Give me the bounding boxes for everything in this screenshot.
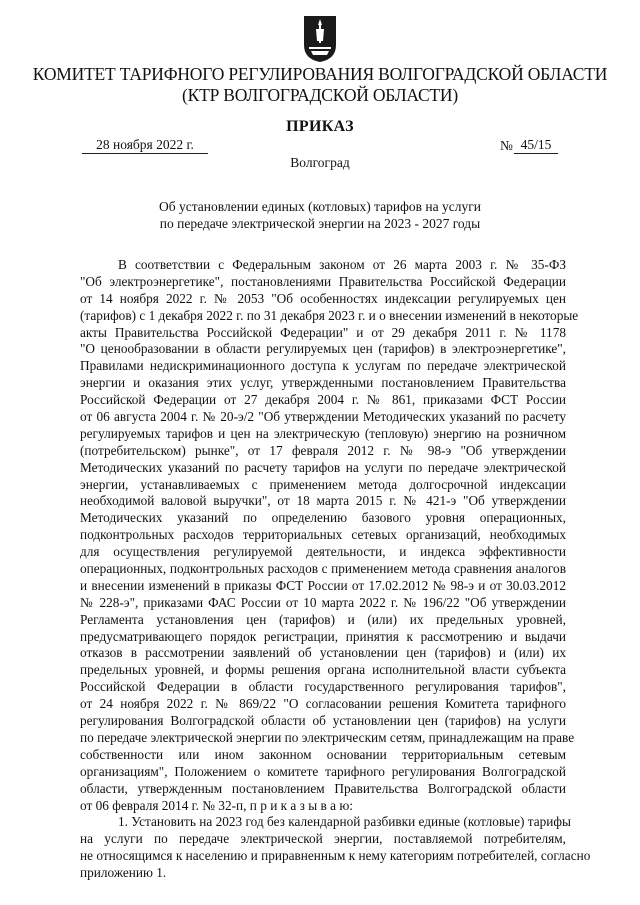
body-line: по передаче электрической энергии по электрическим сетям, принадлежащим на праве xyxy=(80,729,575,745)
org-line-1: КОМИТЕТ ТАРИФНОГО РЕГУЛИРОВАНИЯ ВОЛГОГРАДСКОЙ ОБЛАСТИ xyxy=(32,64,608,84)
document-type: ПРИКАЗ xyxy=(286,118,354,135)
body-line: 1. Установить на 2023 год без календарной разбивки единые (котловые) тарифы xyxy=(118,814,571,830)
body-line: от 24 ноября 2022 г. № 869/22 "О согласовании решения Комитета тарифного xyxy=(80,696,566,712)
body-line: энергии, устанавливаемых с применением метода долгосрочной индексации xyxy=(80,476,566,492)
body-line: акты Правительства Российской Федерации" и от 29 декабря 2011 г. № 1178 xyxy=(80,324,566,340)
body-line: организациям", Положением о комитете тарифного регулирования Волгоградской xyxy=(80,763,566,779)
body-line: предельных уровней, и формы решения органа исполнительной власти субъекта xyxy=(80,662,566,678)
body-line: отказов в рассмотрении заявлений об установлении цен (тарифов) и (или) их xyxy=(80,645,566,661)
body-line: Российской Федерации в области государственного регулирования тарифов", xyxy=(80,679,566,695)
body-line: Регламента установления цен (тарифов) и (или) их предельных уровней, xyxy=(80,611,566,627)
body-line: от 06 февраля 2014 г. № 32-п, п р и к а з ы в а ю: xyxy=(80,797,353,813)
body-line: В соответствии с Федеральным законом от 26 марта 2003 г. № 35-ФЗ xyxy=(118,257,566,272)
order-city: Волгоград xyxy=(290,155,350,170)
body-line: Методических указаний по расчету тарифов на услуги по передаче электрической xyxy=(80,459,566,475)
body-line: не относящимся к населению и приравненным к нему категориям потребителей, согласно xyxy=(80,848,591,864)
body-line: и внесении изменений в приказы ФСТ России от 17.02.2012 № 98-э и от 30.03.2012 xyxy=(80,577,566,593)
body-line: (потребительском) рынке", от 17 февраля 2012 г. № 98-э "Об утверждении xyxy=(80,442,566,458)
body-line: области, утвержденным постановлением Правительства Волгоградской области xyxy=(80,780,566,796)
body-line: на услуги по передаче электрической энергии, поставляемой потребителям, xyxy=(80,831,566,847)
subject-line-1: Об установлении единых (котловых) тарифов на услуги xyxy=(159,199,481,214)
body-line: предусматривающего порядок регистрации, принятия к рассмотрению и выдачи xyxy=(80,628,566,644)
body-line: (тарифов) с 1 декабря 2022 г. по 31 декабря 2023 г. и о внесении изменений в некоторые xyxy=(80,307,579,323)
body-line: энергии и оказания этих услуг, утвержденными постановлением Правительства xyxy=(80,375,566,391)
body-line: № 228-э", приказами ФАС России от 10 марта 2022 г. № 196/22 "Об утверждении xyxy=(80,594,566,610)
body-line: Методических указаний по определению базового уровня операционных, xyxy=(80,510,566,526)
order-date: 28 ноября 2022 г. xyxy=(82,137,208,154)
body-line: Правилами недискриминационного доступа к услугам по передаче электрической xyxy=(80,358,566,374)
body-line: Российской Федерации от 27 декабря 2004 г. № 861, приказами ФСТ России xyxy=(80,392,566,408)
body-line: подконтрольных расходов территориальных сетевых организаций, необходимых xyxy=(80,527,566,543)
organization-name xyxy=(0,64,640,106)
body-line: для осуществления регулируемой деятельности, и индекса эффективности xyxy=(80,544,566,560)
body-line: регулирования Волгоградской области об установлении цен (тарифов) на услуги xyxy=(80,713,566,729)
subject-line-2: по передаче электрической энергии на 2023 - 2027 годы xyxy=(159,216,481,231)
body-line: "О ценообразовании в области регулируемых цен (тарифов) в электроэнергетике", xyxy=(80,341,566,357)
coat-of-arms-icon xyxy=(303,15,337,63)
body-line: регулируемых тарифов и цен на электрическую (тепловую) энергию на розничном xyxy=(80,425,566,441)
order-number: 45/15 xyxy=(514,137,558,154)
body-line: от 06 августа 2004 г. № 20-э/2 "Об утверждении Методических указаний по расчету xyxy=(80,409,566,425)
order-number-label: № xyxy=(500,138,513,153)
org-line-2: (КТР ВОЛГОГРАДСКОЙ ОБЛАСТИ) xyxy=(182,85,458,105)
body-line: приложению 1. xyxy=(80,865,167,881)
body-line: "Об электроэнергетике", постановлениями Правительства Российской Федерации xyxy=(80,273,566,289)
order-body xyxy=(80,257,591,882)
body-line: необходимой валовой выручки", от 18 марта 2015 г. № 421-э "Об утверждении xyxy=(80,493,566,509)
body-line: от 14 ноября 2022 г. № 2053 "Об особенностях индексации регулируемых цен xyxy=(80,290,566,306)
body-line: собственности или ином законном основании территориальным сетевым xyxy=(80,746,566,762)
body-line: операционных, подконтрольных расходов с применением метода сравнения аналогов xyxy=(80,561,566,577)
order-subject xyxy=(0,198,640,232)
